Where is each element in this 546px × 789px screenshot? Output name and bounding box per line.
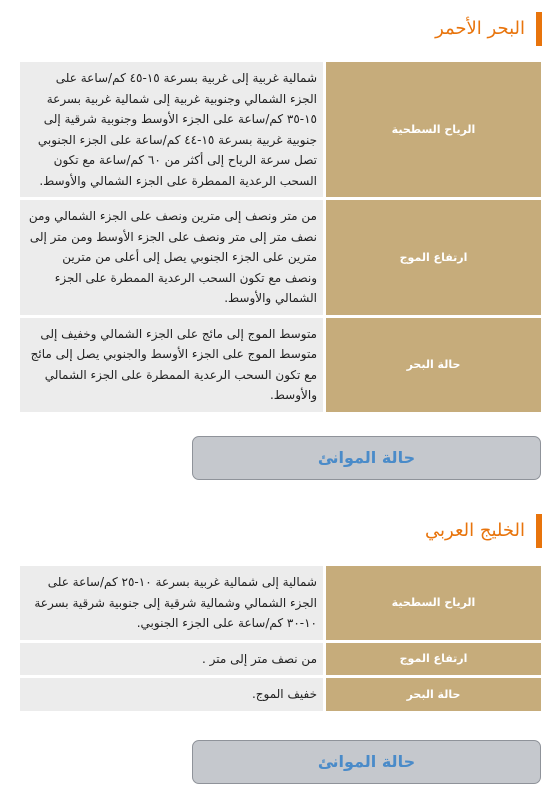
section-accent-bar: [536, 514, 542, 548]
forecast-table: [20, 62, 541, 415]
row-value: من متر ونصف إلى مترين ونصف على الجزء الشمالي ومن نصف متر إلى متر ونصف على الجزء الأوسط ومن متر إلى مترين على الجزء الجنوبي يصل إلى أعلى من مترين ونصف مع تكون السحب الرعدية الممطرة على الجزء الشمالي والأوسط.: [20, 200, 323, 318]
table-row: [20, 200, 541, 318]
table-row: [20, 566, 541, 643]
forecast-table: [20, 566, 541, 714]
table-row: [20, 643, 541, 679]
ports-status-button[interactable]: حالة الموانئ: [192, 436, 541, 480]
section-title: البحر الأحمر: [435, 18, 525, 39]
table-row: [20, 62, 541, 200]
row-label: الرياح السطحية: [323, 62, 541, 200]
section-header: [0, 12, 546, 46]
row-value: من نصف متر إلى متر .: [20, 643, 323, 679]
ports-status-button[interactable]: حالة الموانئ: [192, 740, 541, 784]
row-label: الرياح السطحية: [323, 566, 541, 643]
row-value: خفيف الموج.: [20, 678, 323, 714]
row-label: ارتفاع الموج: [323, 643, 541, 679]
section-accent-bar: [536, 12, 542, 46]
row-value: شمالية إلى شمالية غربية بسرعة ١٠-٢٥ كم/ساعة على الجزء الشمالي وشمالية شرقية إلى جنوبية شرقية بسرعة ١٠-٣٠ كم/ساعة على الجزء الجنوبي.: [20, 566, 323, 643]
row-value: متوسط الموج إلى مائج على الجزء الشمالي وخفيف إلى متوسط الموج على الجزء الأوسط والجنوبي يصل إلى مائج مع تكون السحب الرعدية الممطرة على الجزء الشمالي والأوسط.: [20, 318, 323, 415]
table-row: [20, 318, 541, 415]
row-label: حالة البحر: [323, 678, 541, 714]
row-label: حالة البحر: [323, 318, 541, 415]
table-row: [20, 678, 541, 714]
section-title: الخليج العربي: [425, 520, 525, 541]
row-value: شمالية غربية إلى غربية بسرعة ١٥-٤٥ كم/ساعة على الجزء الشمالي وجنوبية غربية إلى شمالية غربية بسرعة ١٥-٣٥ كم/ساعة على الجزء الأوسط وجنوبية شرقية إلى جنوبية غربية بسرعة ١٥-٤٤ كم/ساعة على الجزء الجنوبي تصل سرعة الرياح إلى أكثر من ٦٠ كم/ساعة مع تكون السحب الرعدية الممطرة على الجزء الشمالي والأوسط.: [20, 62, 323, 200]
section-header: [0, 514, 546, 548]
row-label: ارتفاع الموج: [323, 200, 541, 318]
